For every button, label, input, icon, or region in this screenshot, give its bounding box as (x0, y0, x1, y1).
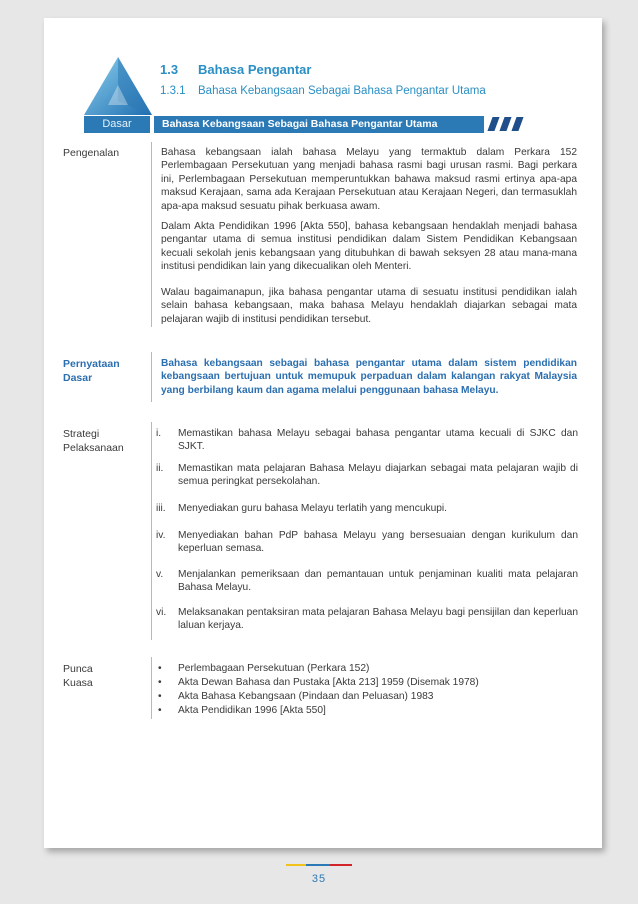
divider-line (151, 352, 152, 402)
policy-statement: Bahasa kebangsaan sebagai bahasa pengantar utama dalam sistem pendidikan kebangsaan bertujuan untuk memupuk perpaduan dalam kalangan rakyat Malaysia yang berbilang kaum dan agama melalui penggunaan bahasa Melayu. (161, 358, 577, 396)
item-text: Akta Pendidikan 1996 [Akta 550] (178, 705, 326, 716)
paragraph: Bahasa kebangsaan ialah bahasa Melayu yang termaktub dalam Perkara 152 Perlembagaan Persekutuan yang menjadi bahasa rasmi bagi urusan rasmi. Bagi perkara ini, Perlembagaan Persekutuan memperuntukkan bahawa maksud rasmi ertinya apa-apa maksud Kerajaan, sama ada Kerajaan Persekutuan atau Kerajaan Negeri, dan termasuklah apa-apa maksud sesuatu pihak berkuasa awam. (161, 147, 577, 212)
item-number: vi. (156, 607, 167, 618)
paragraph: Walau bagaimanapun, jika bahasa pengantar utama di sesuatu institusi pendidikan ialah selain bahasa kebangsaan, maka bahasa Melayu hendaklah diajarkan sebagai mata pelajaran wajib di institusi pendidikan tersebut. (161, 287, 577, 325)
triangle-logo-icon (82, 55, 154, 117)
item-text: Akta Dewan Bahasa dan Pustaka [Akta 213] 1959 (Disemak 1978) (178, 677, 479, 688)
item-text: Menyediakan guru bahasa Melayu terlatih yang mencukupi. (178, 503, 447, 514)
item-text: Melaksanakan pentaksiran mata pelajaran Bahasa Melayu bagi pensijilan dan keperluan laluan kerjaya. (178, 607, 578, 632)
label-pernyataan: Pernyataan (63, 358, 120, 370)
label-strategi: Strategi (63, 428, 100, 440)
divider-line (151, 142, 152, 327)
item-text: Perlembagaan Persekutuan (Perkara 152) (178, 663, 370, 674)
label-pelaksanaan: Pelaksanaan (63, 442, 124, 454)
label-kuasa: Kuasa (63, 677, 93, 689)
subsection-title: Bahasa Kebangsaan Sebagai Bahasa Pengantar Utama (198, 85, 486, 97)
bullet: • (158, 663, 162, 674)
item-text: Memastikan bahasa Melayu sebagai bahasa pengantar utama kecuali di SJKC dan SJKT. (178, 428, 578, 453)
item-text: Menyediakan bahan PdP bahasa Melayu yang bersesuaian dengan kurikulum dan keperluan semasa. (178, 530, 578, 555)
bullet: • (158, 677, 162, 688)
page-number: 35 (311, 873, 327, 885)
label-pengenalan: Pengenalan (63, 147, 120, 159)
label-dasar: Dasar (63, 372, 93, 384)
item-number: v. (156, 569, 164, 580)
section-title: Bahasa Pengantar (198, 62, 312, 77)
title-bar-text: Bahasa Kebangsaan Sebagai Bahasa Pengantar Utama (162, 118, 438, 130)
divider-line (151, 657, 152, 719)
label-punca: Punca (63, 663, 93, 675)
item-number: iv. (156, 530, 166, 541)
item-number: iii. (156, 503, 166, 514)
dasar-tab: Dasar (84, 116, 150, 133)
bullet: • (158, 691, 162, 702)
footer-line-red (330, 864, 352, 866)
subsection-number: 1.3.1 (160, 85, 186, 97)
footer-line-yellow (286, 864, 306, 866)
item-number: i. (156, 428, 162, 439)
item-text: Akta Bahasa Kebangsaan (Pindaan dan Peluasan) 1983 (178, 691, 434, 702)
bullet: • (158, 705, 162, 716)
item-number: ii. (156, 463, 164, 474)
item-text: Memastikan mata pelajaran Bahasa Melayu diajarkan sebagai mata pelajaran wajib di semua peringkat persekolahan. (178, 463, 578, 488)
paragraph: Dalam Akta Pendidikan 1996 [Akta 550], bahasa kebangsaan hendaklah menjadi bahasa pengantar utama di semua institusi pendidikan dalam Sistem Pendidikan Kebangsaan kecuali sekolah jenis kebangsaan yang ditubuhkan di bawah seksyen 28 atau mana-mana institusi pendidikan lain yang dikecualikan oleh Menteri. (161, 221, 577, 273)
divider-line (151, 422, 152, 640)
item-text: Menjalankan pemeriksaan dan pemantauan untuk penjaminan kualiti mata pelajaran Bahasa Melayu. (178, 569, 578, 594)
section-number: 1.3 (160, 62, 179, 77)
footer-line-blue (306, 864, 330, 866)
